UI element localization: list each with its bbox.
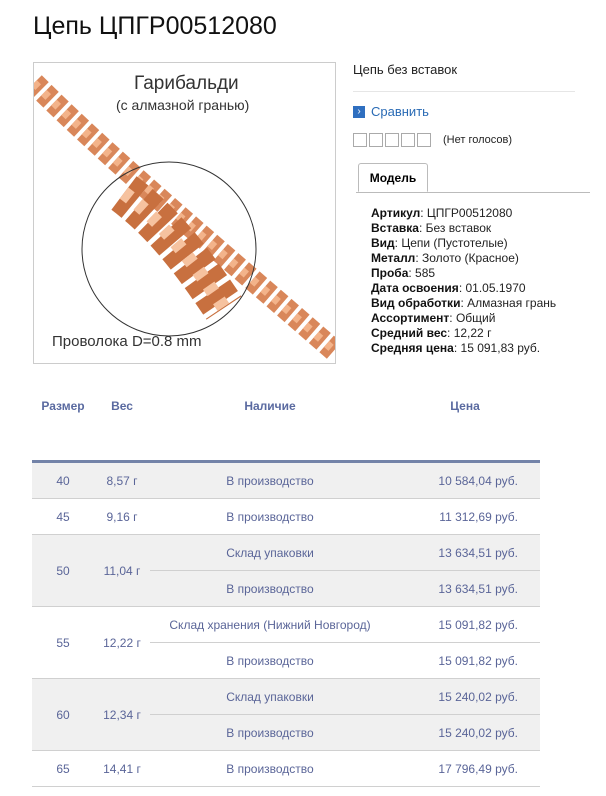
- cell-price: 15 091,82 руб.: [390, 643, 540, 679]
- cell-price: 13 634,51 руб.: [390, 535, 540, 571]
- tab-bar: [356, 163, 590, 193]
- cell-weight: 12,34 г: [94, 679, 150, 751]
- divider: [353, 91, 575, 92]
- cell-size: 55: [32, 607, 94, 679]
- cell-price: 17 796,49 руб.: [390, 751, 540, 787]
- cell-price: 15 240,02 руб.: [390, 679, 540, 715]
- cell-weight: 12,22 г: [94, 607, 150, 679]
- star-icon[interactable]: [385, 133, 399, 147]
- chevron-right-icon: ›: [353, 106, 365, 118]
- cell-availability: В производство: [150, 499, 390, 535]
- image-caption-sub: (с алмазной гранью): [116, 97, 250, 113]
- cell-price: 13 634,51 руб.: [390, 571, 540, 607]
- star-icon[interactable]: [417, 133, 431, 147]
- col-weight: Вес: [111, 399, 133, 413]
- property-row: Вставка: Без вставок: [371, 221, 492, 235]
- property-value: ЦПГР00512080: [426, 206, 513, 220]
- property-row: Металл: Золото (Красное): [371, 251, 519, 265]
- property-value: 01.05.1970: [465, 281, 526, 295]
- property-row: Вид обработки: Алмазная грань: [371, 296, 557, 310]
- star-icon[interactable]: [401, 133, 415, 147]
- sizes-table: [32, 388, 540, 787]
- cell-size: 45: [32, 499, 94, 535]
- table-row: [32, 679, 540, 715]
- cell-weight: 11,04 г: [94, 535, 150, 607]
- property-row: Дата освоения: 01.05.1970: [371, 281, 526, 295]
- cell-price: 10 584,04 руб.: [390, 462, 540, 499]
- rating-widget[interactable]: [353, 133, 575, 147]
- cell-weight: 9,16 г: [94, 499, 150, 535]
- compare-link[interactable]: [353, 104, 575, 119]
- property-key: Вставка: [371, 221, 419, 235]
- compare-label: Сравнить: [371, 104, 429, 119]
- property-row: Средняя цена: 15 091,83 руб.: [371, 341, 541, 355]
- cell-availability: В производство: [150, 571, 390, 607]
- cell-weight: 8,57 г: [94, 462, 150, 499]
- tab-model[interactable]: Модель: [358, 163, 428, 192]
- star-icon[interactable]: [369, 133, 383, 147]
- property-key: Вид: [371, 236, 395, 250]
- property-value: 15 091,83 руб.: [460, 341, 541, 355]
- property-key: Металл: [371, 251, 416, 265]
- cell-availability: Склад упаковки: [150, 679, 390, 715]
- rating-label: (Нет голосов): [443, 134, 513, 146]
- table-row: [32, 462, 540, 499]
- col-size: Размер: [41, 399, 85, 413]
- property-key: Проба: [371, 266, 409, 280]
- property-key: Ассортимент: [371, 311, 450, 325]
- property-value: Без вставок: [425, 221, 492, 235]
- product-properties: [371, 206, 556, 356]
- col-price: Цена: [450, 399, 480, 413]
- table-row: [32, 607, 540, 643]
- table-row: [32, 499, 540, 535]
- product-image[interactable]: [33, 62, 336, 364]
- cell-size: 60: [32, 679, 94, 751]
- property-value: Общий: [455, 311, 496, 325]
- property-key: Вид обработки: [371, 296, 461, 310]
- property-row: Ассортимент: Общий: [371, 311, 496, 325]
- cell-availability: Склад хранения (Нижний Новгород): [150, 607, 390, 643]
- col-availability: Наличие: [244, 399, 296, 413]
- property-row: Средний вес: 12,22 г: [371, 326, 492, 340]
- cell-availability: Склад упаковки: [150, 535, 390, 571]
- property-key: Дата освоения: [371, 281, 459, 295]
- property-value: 12,22 г: [453, 326, 492, 340]
- cell-availability: В производство: [150, 715, 390, 751]
- property-key: Средняя цена: [371, 341, 454, 355]
- cell-availability: В производство: [150, 643, 390, 679]
- property-key: Артикул: [371, 206, 421, 220]
- property-row: Проба: 585: [371, 266, 436, 280]
- property-value: Цепи (Пустотелые): [401, 236, 508, 250]
- cell-price: 11 312,69 руб.: [390, 499, 540, 535]
- cell-size: 65: [32, 751, 94, 787]
- property-row: Артикул: ЦПГР00512080: [371, 206, 513, 220]
- table-row: [32, 535, 540, 571]
- cell-size: 50: [32, 535, 94, 607]
- image-wire-caption: Проволока D=0.8 mm: [52, 333, 202, 350]
- cell-availability: В производство: [150, 751, 390, 787]
- property-value: Алмазная грань: [467, 296, 557, 310]
- cell-availability: В производство: [150, 462, 390, 499]
- cell-price: 15 091,82 руб.: [390, 607, 540, 643]
- page-title: Цепь ЦПГР00512080: [33, 12, 277, 40]
- cell-weight: 14,41 г: [94, 751, 150, 787]
- cell-price: 15 240,02 руб.: [390, 715, 540, 751]
- cell-size: 40: [32, 462, 94, 499]
- property-key: Средний вес: [371, 326, 448, 340]
- star-icon[interactable]: [353, 133, 367, 147]
- property-value: 585: [415, 266, 436, 280]
- table-row: [32, 751, 540, 787]
- image-caption-title: Гарибальди: [134, 73, 239, 94]
- property-row: Вид: Цепи (Пустотелые): [371, 236, 508, 250]
- short-description: Цепь без вставок: [353, 62, 458, 77]
- property-value: Золото (Красное): [421, 251, 519, 265]
